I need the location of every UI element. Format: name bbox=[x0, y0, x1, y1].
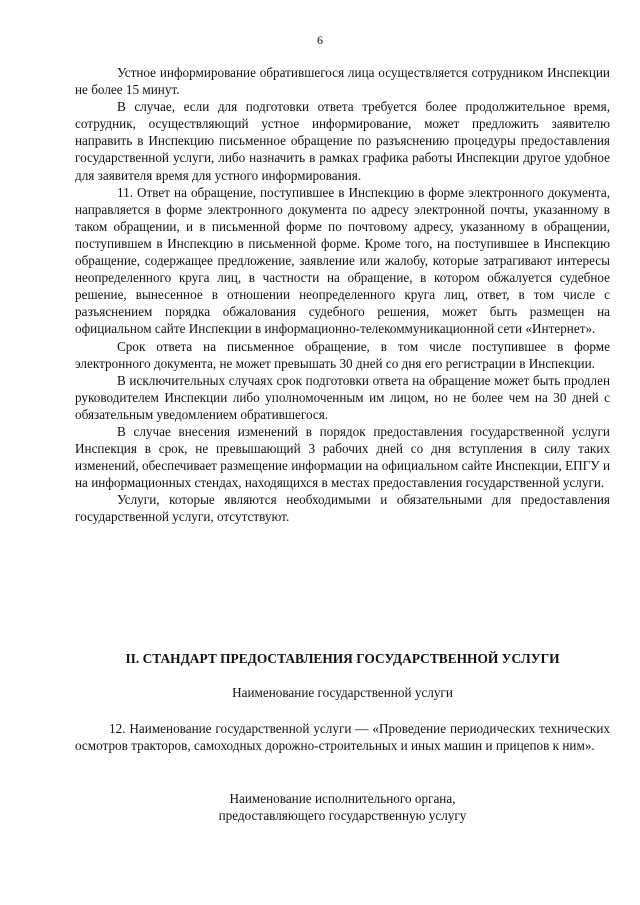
paragraph: 11. Ответ на обращение, поступившее в Инспекцию в форме электронного документа, направляется в форме электронного документа по адресу электронной почты, указанному в таком обращении, и в письменной форме по почтовому адресу, указанному в обращении, поступившем в Инспекцию в письменной форме. Кроме того, на поступившее в Инспекцию обращение, содержащее предложение, заявление или жалобу, которые затрагивают интересы неопределенного круга лиц, в частности на обращение, в котором обжалуется судебное решение, вынесенное в отношении неопределенного круга лиц, ответ, в том числе с разъяснением порядка обжалования судебного решения, может быть размещен на официальном сайте Инспекции в информационно-телекоммуникационной сети «Интернет». bbox=[75, 184, 610, 337]
subheading-executive-body bbox=[75, 790, 610, 824]
paragraph: Устное информирование обратившегося лица осуществляется сотрудником Инспекции не более 15 минут. bbox=[75, 65, 610, 98]
subheading-line: Наименование исполнительного органа, bbox=[229, 791, 456, 806]
body-text bbox=[75, 64, 610, 526]
paragraph-12: 12. Наименование государственной услуги — «Проведение периодических технических осмотров тракторов, самоходных дорожно-строительных и иных машин и прицепов к ним». bbox=[75, 721, 610, 754]
subheading-service-name: Наименование государственной услуги bbox=[232, 685, 453, 700]
subheading-line: предоставляющего государственную услугу bbox=[218, 808, 467, 824]
section-heading: II. СТАНДАРТ ПРЕДОСТАВЛЕНИЯ ГОСУДАРСТВЕННОЙ УСЛУГИ bbox=[125, 651, 560, 666]
paragraph: В случае, если для подготовки ответа требуется более продолжительное время, сотрудник, осуществляющий устное информирование, может предложить заявителю направить в Инспекцию письменное обращение по разъяснению процедуры предоставления государственной услуги, либо назначить в рамках графика работы Инспекции другое удобное для заявителя время для устного информирования. bbox=[75, 99, 610, 183]
paragraph: В случае внесения изменений в порядок предоставления государственной услуги Инспекция в срок, не превышающий 3 рабочих дней со дня вступления в силу таких изменений, обеспечивает размещение информации на официальном сайте Инспекции, ЕПГУ и на информационных стендах, находящихся в местах предоставления государственной услуги. bbox=[75, 423, 610, 491]
paragraph: Срок ответа на письменное обращение, в том числе поступившее в форме электронного документа, не может превышать 30 дней со дня его регистрации в Инспекции. bbox=[75, 338, 610, 371]
paragraph: Услуги, которые являются необходимыми и обязательными для предоставления государственной услуги, отсутствуют. bbox=[75, 492, 610, 525]
paragraph: В исключительных случаях срок подготовки ответа на обращение может быть продлен руководителем Инспекции либо уполномоченным им лицом, но не более чем на 30 дней с обязательным уведомлением обратившегося. bbox=[75, 372, 610, 422]
page-number: 6 bbox=[317, 33, 323, 47]
